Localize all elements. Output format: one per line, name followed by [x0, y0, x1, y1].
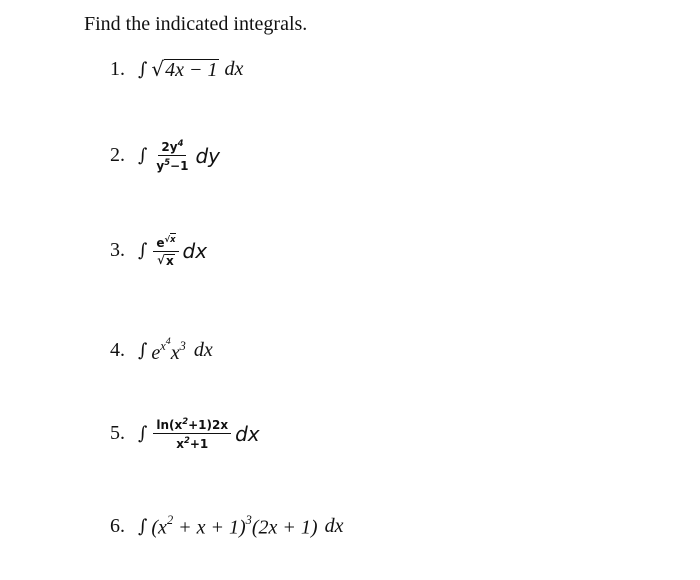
part-c: (2x + 1): [251, 516, 323, 539]
differential: dx: [235, 421, 260, 446]
factor-exponent: 3: [179, 338, 186, 353]
problem-6: [110, 513, 343, 539]
denominator-exponent: 5: [164, 157, 171, 168]
denominator-base: y: [156, 159, 165, 174]
page-title: Find the indicated integrals.: [84, 13, 308, 35]
problem-3: [110, 234, 207, 268]
problem-1: [110, 57, 243, 81]
fraction: [153, 234, 178, 268]
denominator: [153, 156, 191, 173]
part-b: + x + 1): [173, 516, 246, 539]
problem-number: 6.: [110, 514, 125, 537]
numerator-part-a: ln(x: [156, 418, 183, 433]
differential: dy: [195, 143, 220, 168]
base-e: e: [151, 342, 161, 365]
differential: dx: [324, 514, 344, 537]
numerator-exponent: 2: [182, 416, 189, 426]
exponent-power: 4: [165, 336, 171, 347]
denominator: [173, 434, 211, 451]
problem-4: [110, 336, 213, 365]
problem-number: 2.: [110, 144, 125, 167]
problem-number: 3.: [110, 239, 125, 262]
problem-number: 1.: [110, 57, 125, 80]
square-root: [157, 253, 175, 267]
radicand: 4x − 1: [165, 59, 218, 81]
differential: dx: [193, 339, 213, 362]
problem-2: [110, 138, 220, 174]
numerator-base: e: [156, 236, 165, 251]
differential: dx: [224, 57, 244, 80]
problem-number: 5.: [110, 422, 125, 445]
integral-sign: ∫: [138, 240, 148, 262]
exponent-radicand: x: [170, 234, 176, 244]
denominator-rest: +1: [189, 437, 209, 452]
part-a-exponent: 2: [166, 513, 174, 527]
numerator-exponent: [165, 233, 176, 244]
numerator-base: 2y: [161, 140, 178, 155]
factor-base: x: [170, 342, 180, 365]
integral-sign: ∫: [138, 340, 148, 362]
part-a: (x: [151, 516, 167, 539]
radical-sign: √: [151, 57, 165, 81]
exponent: [160, 336, 171, 353]
radicand: x: [166, 254, 174, 269]
integral-sign: ∫: [138, 423, 148, 445]
part-b-exponent: 3: [245, 513, 252, 527]
problem-number: 4.: [110, 339, 125, 362]
denominator: [154, 252, 178, 267]
square-root: [151, 57, 218, 81]
denominator-rest: −1: [170, 159, 189, 174]
integral-sign: ∫: [138, 145, 148, 167]
integral-sign: ∫: [138, 58, 148, 80]
numerator: [153, 234, 178, 252]
radical-sign: √: [157, 253, 166, 268]
denominator-base: x: [176, 437, 184, 452]
integral-sign: ∫: [138, 515, 148, 537]
fraction: [153, 138, 191, 174]
exponent-base: x: [160, 338, 166, 353]
integrand: [151, 336, 185, 365]
numerator: [153, 416, 231, 434]
numerator-part-b: +1)2x: [188, 418, 229, 433]
numerator-exponent: 4: [177, 138, 184, 148]
denominator-exponent: 2: [184, 435, 190, 446]
fraction: [153, 416, 231, 452]
radical-sign: √: [164, 234, 171, 244]
differential: dx: [182, 238, 208, 263]
integrand: [151, 513, 322, 539]
numerator: [158, 138, 186, 156]
problem-5: [110, 416, 260, 452]
